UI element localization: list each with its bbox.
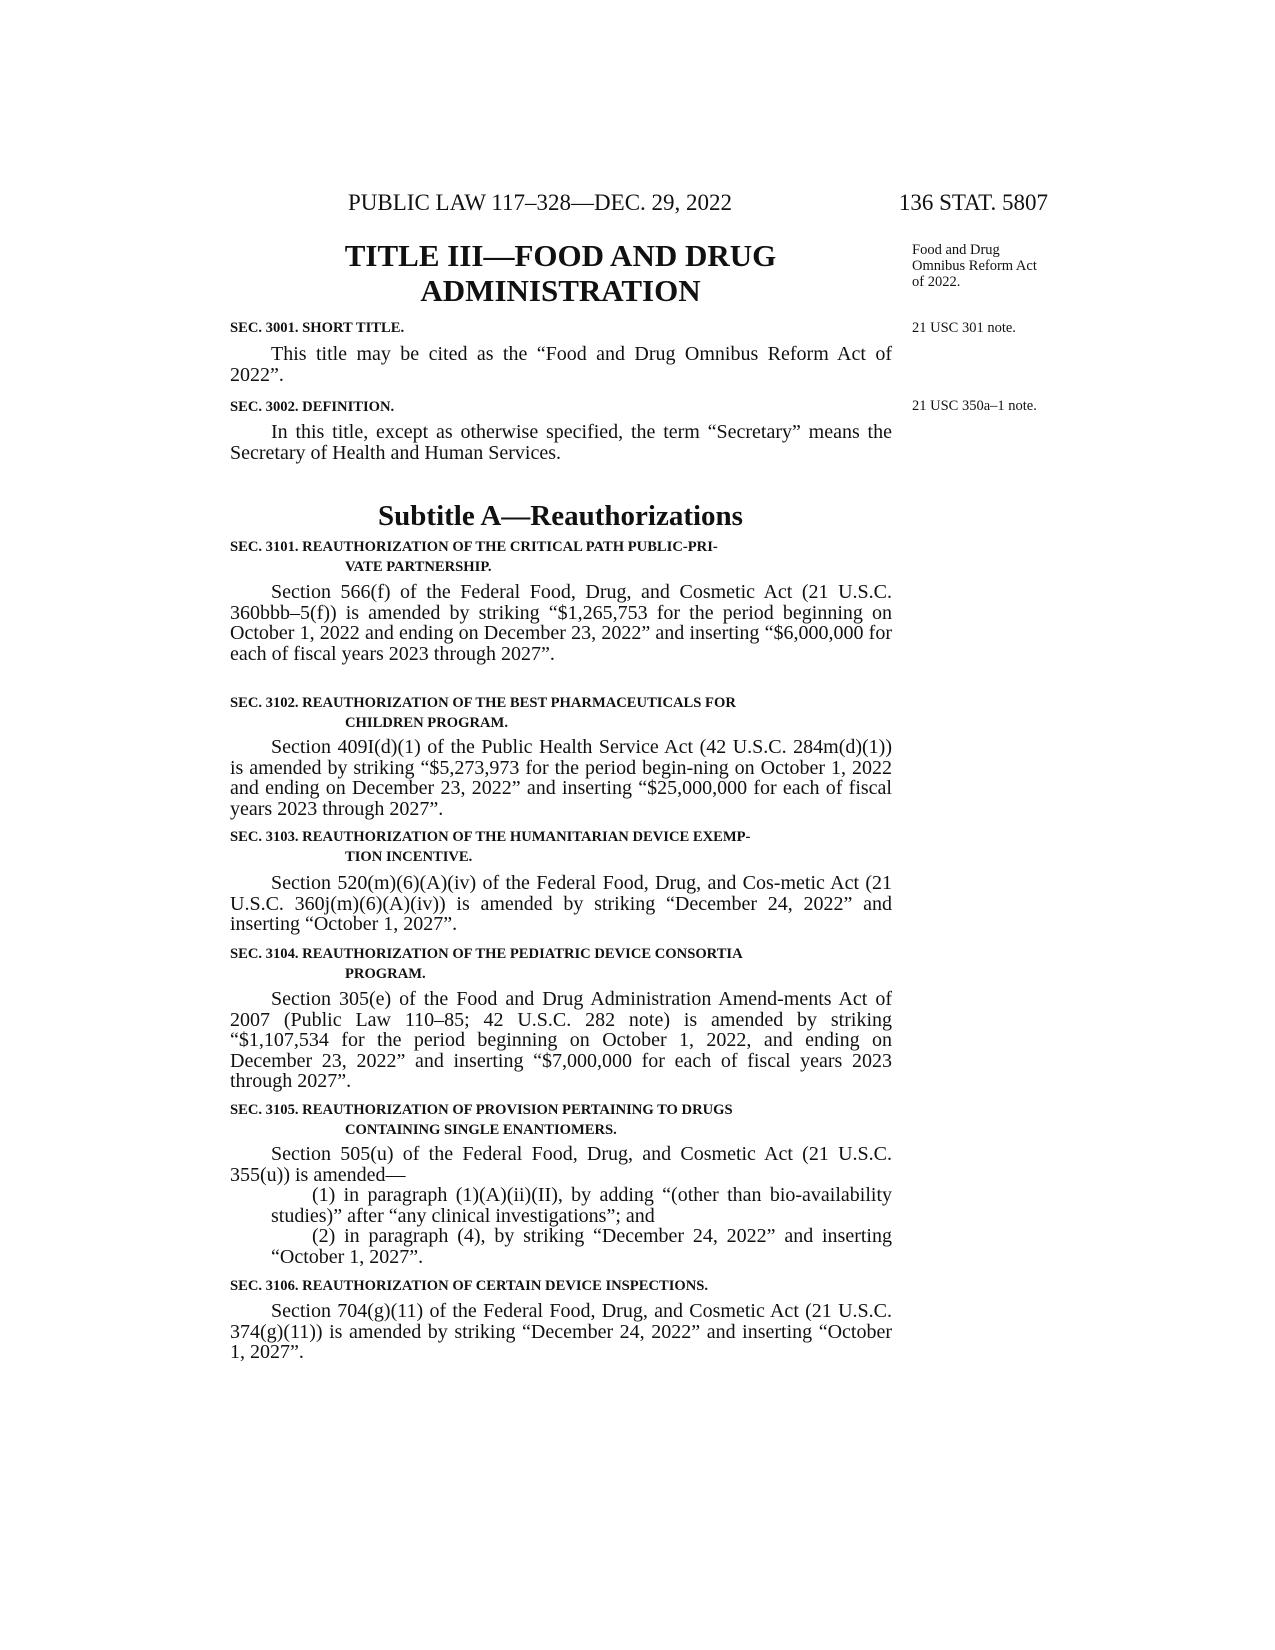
section-3103-text: Section 520(m)(6)(A)(iv) of the Federal Food, Drug, and Cos-metic Act (21 U.S.C. 360j(m)(6)(A)(iv)) is amended by striking “December 24, 2022” and inserting “October 1, 2027”. (230, 872, 892, 935)
section-3001-text: This title may be cited as the “Food and Drug Omnibus Reform Act of 2022”. (230, 343, 892, 386)
section-3001-heading: SEC. 3001. SHORT TITLE. (230, 320, 405, 336)
section-3101-heading-line-1: SEC. 3101. REAUTHORIZATION OF THE CRITICAL PATH PUBLIC-PRI- (230, 539, 718, 555)
header-public-law: PUBLIC LAW 117–328—DEC. 29, 2022 (348, 190, 733, 215)
section-3104-heading (230, 944, 892, 984)
section-3104-heading-line-1: SEC. 3104. REAUTHORIZATION OF THE PEDIATRIC DEVICE CONSORTIA (230, 946, 743, 962)
section-3102-heading (230, 693, 892, 733)
section-3103-heading-line-2: TION INCENTIVE. (345, 849, 473, 865)
section-3106-heading: SEC. 3106. REAUTHORIZATION OF CERTAIN DEVICE INSPECTIONS. (230, 1278, 709, 1294)
header-stat-page: 136 STAT. 5807 (898, 190, 1048, 215)
margin-note-usc-301: 21 USC 301 note. (912, 320, 1016, 336)
section-3002-heading: SEC. 3002. DEFINITION. (230, 399, 395, 415)
section-3102-heading-line-1: SEC. 3102. REAUTHORIZATION OF THE BEST PHARMACEUTICALS FOR (230, 695, 736, 711)
page-title (228, 238, 893, 308)
section-3102-text: Section 409I(d)(1) of the Public Health Service Act (42 U.S.C. 284m(d)(1)) is amended by striking “$5,273,973 for the period begin-ning on October 1, 2022 and ending on December 23, 2022” and inserting “$25,000,000 for each of fiscal years 2023 through 2027”. (230, 736, 892, 820)
section-3105-heading-line-2: CONTAINING SINGLE ENANTIOMERS. (345, 1122, 617, 1138)
section-3101-heading (230, 537, 892, 577)
subtitle-heading: Subtitle A—Reauthorizations (378, 500, 743, 532)
section-3105-heading (230, 1100, 892, 1140)
section-3106-text: Section 704(g)(11) of the Federal Food, Drug, and Cosmetic Act (21 U.S.C. 374(g)(11)) is amended by striking “December 24, 2022” and inserting “October 1, 2027”. (230, 1300, 892, 1363)
section-3102-heading-line-2: CHILDREN PROGRAM. (345, 715, 508, 731)
section-3103-heading (230, 827, 892, 867)
title-line-2: ADMINISTRATION (420, 273, 701, 308)
section-3104-text: Section 305(e) of the Food and Drug Administration Amend-ments Act of 2007 (Public Law 110–85; 42 U.S.C. 282 note) is amended by striking “$1,107,534 for the period beginning on October 1, 2022, and ending on December 23, 2022” and inserting “$7,000,000 for each of fiscal years 2023 through 2027”. (230, 988, 892, 1092)
section-3105-text: Section 505(u) of the Federal Food, Drug, and Cosmetic Act (21 U.S.C. 355(u)) is amended— (230, 1143, 892, 1186)
section-3104-heading-line-2: PROGRAM. (345, 966, 426, 982)
margin-note-act-name: Food and Drug Omnibus Reform Act of 2022. (912, 242, 1037, 290)
section-3105-item-2 (271, 1226, 892, 1267)
running-header (228, 190, 1048, 218)
section-3002-text: In this title, except as otherwise specified, the term “Secretary” means the Secretary of Health and Human Services. (230, 421, 892, 464)
title-line-1: TITLE III—FOOD AND DRUG (344, 238, 777, 273)
section-3101-text: Section 566(f) of the Federal Food, Drug, and Cosmetic Act (21 U.S.C. 360bbb–5(f)) is amended by striking “$1,265,753 for the period beginning on October 1, 2022 and ending on December 23, 2022” and inserting “$6,000,000 for each of fiscal years 2023 through 2027”. (230, 581, 892, 665)
section-3105-item-1 (271, 1185, 892, 1226)
section-3105-item-2-text: (2) in paragraph (4), by striking “December 24, 2022” and inserting “October 1, 2027”. (271, 1225, 892, 1268)
section-3105-heading-line-1: SEC. 3105. REAUTHORIZATION OF PROVISION PERTAINING TO DRUGS (230, 1102, 733, 1118)
section-3103-heading-line-1: SEC. 3103. REAUTHORIZATION OF THE HUMANITARIAN DEVICE EXEMP- (230, 829, 751, 845)
section-3105-item-1-text: (1) in paragraph (1)(A)(ii)(II), by adding “(other than bio-availability studies)” after “any clinical investigations”; and (271, 1184, 892, 1227)
section-3101-heading-line-2: VATE PARTNERSHIP. (345, 559, 492, 575)
margin-note-usc-350a: 21 USC 350a–1 note. (912, 398, 1037, 414)
